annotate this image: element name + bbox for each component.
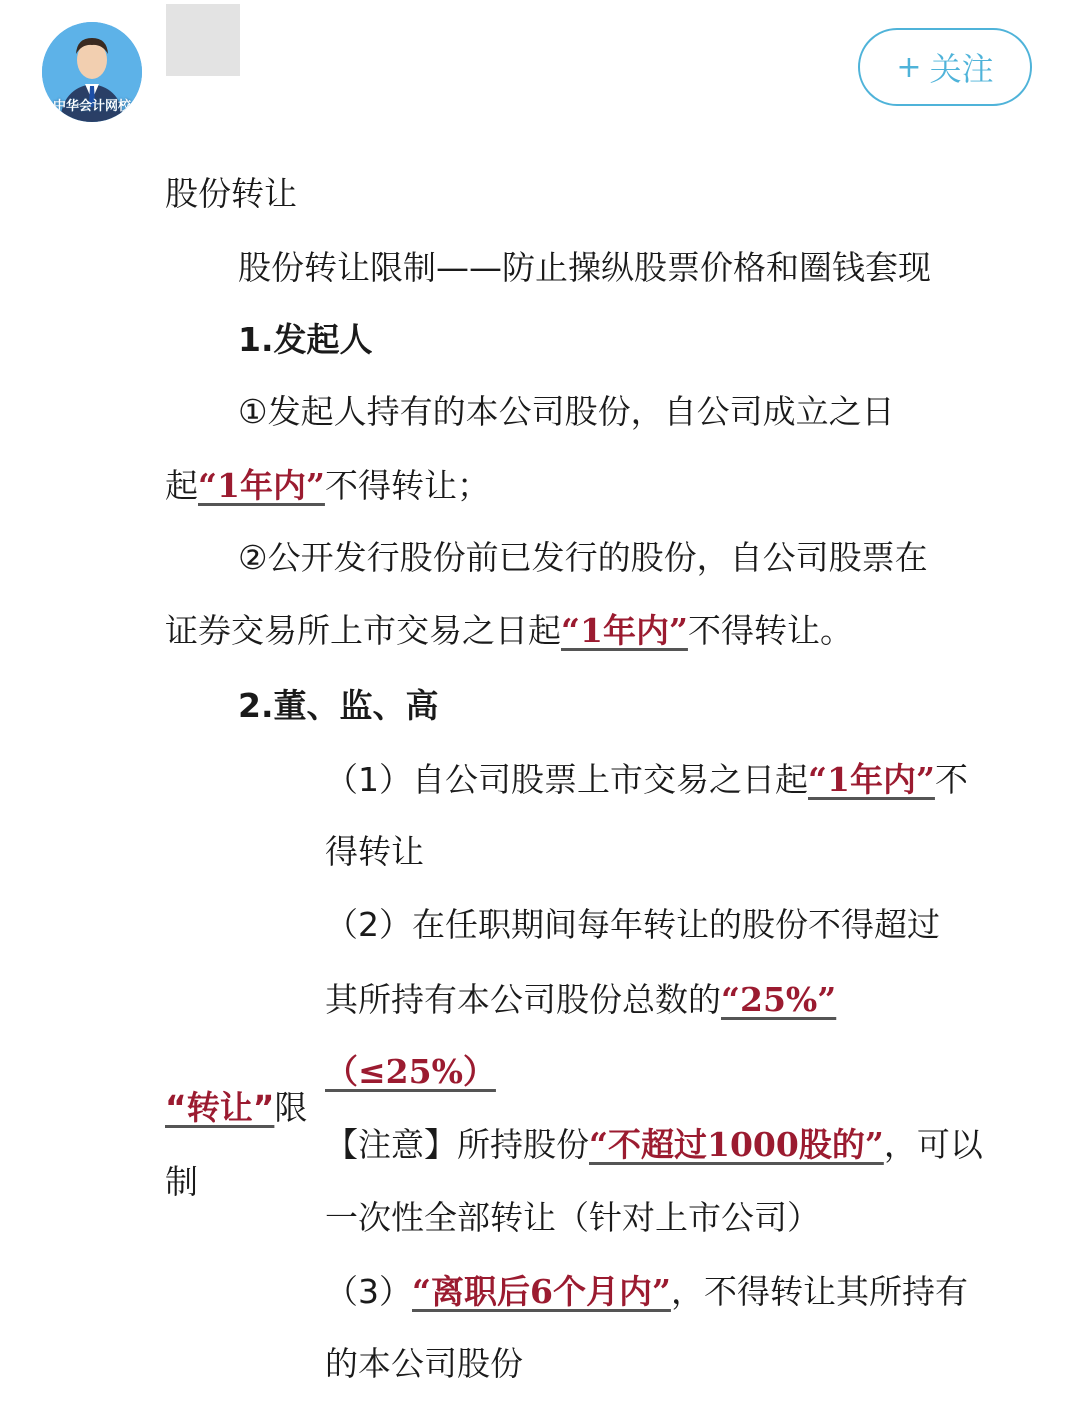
section2-p2-line2 <box>325 980 836 1020</box>
note-line2: 一次性全部转让（针对上市公司） <box>325 1198 820 1237</box>
follow-button-label: 关注 <box>929 50 994 88</box>
text-segment: 限 <box>274 1088 308 1127</box>
side-label-line2: 制 <box>165 1162 198 1201</box>
highlight-25-percent: “25%” <box>721 980 837 1019</box>
text-segment: ，可以 <box>883 1125 983 1164</box>
highlight-one-year: “1年内” <box>561 611 688 650</box>
plus-icon: + <box>896 49 922 85</box>
avatar[interactable] <box>42 22 142 122</box>
note-line1 <box>325 1125 983 1165</box>
section1-item1-line2 <box>165 466 490 506</box>
text-segment: （3） <box>325 1272 412 1311</box>
avatar-caption: 中华会计网校 <box>52 99 131 114</box>
section1-item2-line1: ②公开发行股份前已发行的股份，自公司股票在 <box>238 538 928 577</box>
subtitle: 股份转让限制——防止操纵股票价格和圈钱套现 <box>238 248 931 287</box>
section2-p3-line2: 的本公司股份 <box>325 1344 523 1383</box>
section2-heading: 2.董、监、高 <box>238 686 439 725</box>
highlight-transfer: “转让” <box>165 1088 275 1127</box>
highlight-six-months: “离职后6个月内” <box>412 1272 671 1311</box>
section1-heading: 1.发起人 <box>238 320 373 359</box>
highlight-one-year: “1年内” <box>198 466 325 505</box>
text-segment: （1）自公司股票上市交易之日起 <box>325 760 808 799</box>
section2-p2-line1: （2）在任职期间每年转让的股份不得超过 <box>325 905 940 944</box>
highlight-under-1000-shares: “不超过1000股的” <box>589 1125 884 1164</box>
text-segment: 其所持有本公司股份总数的 <box>325 980 721 1019</box>
text-segment: 证券交易所上市交易之日起 <box>165 611 561 650</box>
text-segment: 不 <box>934 760 968 799</box>
section2-p3-line1 <box>325 1272 968 1312</box>
follow-button[interactable] <box>858 28 1032 106</box>
page-title: 股份转让 <box>165 174 297 213</box>
text-segment: 起 <box>165 466 198 505</box>
username-placeholder <box>166 4 240 76</box>
text-segment: 不得转让； <box>324 466 490 505</box>
side-label-line1 <box>165 1088 307 1128</box>
section2-p2-line3 <box>325 1052 496 1092</box>
section1-item2-line2 <box>165 611 853 651</box>
text-segment: 不得转让。 <box>687 611 853 650</box>
highlight-le-25-percent: （≤25%） <box>325 1052 496 1091</box>
section1-item1-line1: ①发起人持有的本公司股份，自公司成立之日 <box>238 392 895 431</box>
text-segment: ，不得转让其所持有 <box>670 1272 968 1311</box>
text-segment: 【注意】所持股份 <box>325 1125 589 1164</box>
section2-p1-line2: 得转让 <box>325 832 424 871</box>
highlight-one-year: “1年内” <box>808 760 935 799</box>
section2-p1-line1 <box>325 760 968 800</box>
